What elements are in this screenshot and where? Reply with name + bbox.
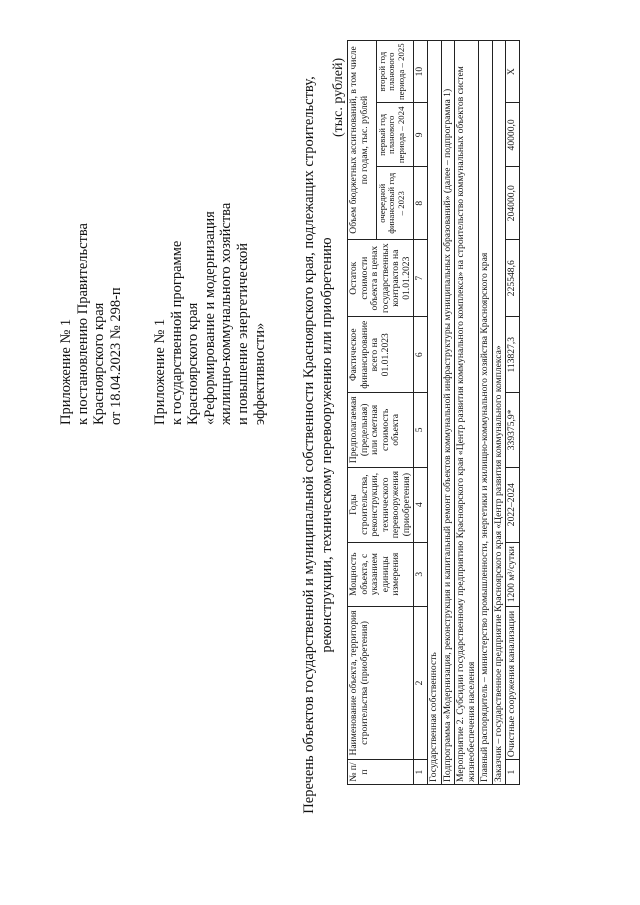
section-ownership: Государственная собственность	[428, 41, 442, 785]
section-row	[479, 41, 493, 785]
section-subprogram: Подпрограмма «Модернизация, реконструкция и капитальный ремонт объектов коммунальной инфраструктуры муниципальных образований» (далее – подпрограмма 1)	[441, 41, 455, 785]
header-2023: очередной финансовый год – 2023	[376, 167, 413, 240]
column-number: 3	[414, 542, 428, 606]
appendix-line: и повышение энергетической	[234, 243, 251, 425]
header-cost: Предполагаемая (предельная) или сметная стоимость объекта	[348, 393, 414, 468]
appendix-line: Приложение № 1	[152, 318, 168, 425]
header-years: Годы строительства, реконструкции, технического перевооружения (приобретения)	[348, 467, 414, 542]
section-row	[455, 41, 479, 785]
title-line-2: реконструкции, техническому перевооружению или приобретению	[319, 237, 335, 653]
header-capacity: Мощность объекта, с указанием единицы измерения	[348, 542, 414, 606]
cell-name: Очистные сооружения канализации	[506, 606, 520, 759]
column-number-row	[414, 41, 428, 785]
header-2025: второй год планового периода – 2025	[376, 41, 413, 103]
column-number: 4	[414, 467, 428, 542]
header-name: Наименование объекта, территория строительства (приобретения)	[348, 606, 414, 759]
cell-2024: 40000,0	[506, 103, 520, 167]
document-title	[300, 45, 336, 845]
appendix-to-resolution	[58, 223, 124, 425]
column-number: 9	[414, 103, 428, 167]
column-number: 5	[414, 393, 428, 468]
column-number: 1	[414, 760, 428, 785]
column-number: 8	[414, 167, 428, 240]
cell-capacity: 1200 м³/сутки	[506, 542, 520, 606]
appendix-line: Красноярского края	[185, 302, 202, 425]
section-row	[492, 41, 506, 785]
title-line-1: Перечень объектов государственной и муниципальной собственности Красноярского края, подлежащих строительству,	[301, 76, 317, 814]
header-remainder: Остаток стоимости объекта в ценах государственных контрактов на 01.01.2023	[348, 240, 414, 317]
section-customer: Заказчик – государственное предприятие Красноярского края «Центр развития коммунального комплекса»	[492, 41, 506, 785]
appendix-line: жилищно-коммунального хозяйства	[218, 202, 235, 425]
header-budget-group: Объем бюджетных ассигнований, в том числе по годам, тыс. рублей	[348, 41, 377, 240]
cell-remainder: 225548,6	[506, 240, 520, 317]
appendix-line: от 18.04.2023 № 298-п	[107, 287, 124, 425]
objects-table	[347, 40, 520, 785]
table-row	[506, 41, 520, 785]
section-measure: Мероприятие 2. Субсидии государственному предприятию Красноярского края «Центр развития коммунального комплекса» на строительство коммунальных объектов систем жизнеобеспечения населения	[455, 41, 479, 785]
cell-2025: Х	[506, 41, 520, 103]
column-number: 2	[414, 606, 428, 759]
header-num: № п/п	[348, 760, 414, 785]
appendix-to-program	[152, 203, 268, 425]
cell-num: 1	[506, 760, 520, 785]
appendix-line: к постановлению Правительства	[74, 223, 91, 425]
appendix-line: Приложение № 1	[58, 318, 74, 425]
section-row	[428, 41, 442, 785]
section-row	[441, 41, 455, 785]
header-actual: Фактическое финансирование всего на 01.01.2023	[348, 317, 414, 393]
appendix-line: эффективности»	[251, 322, 268, 425]
column-number: 6	[414, 317, 428, 393]
cell-2023: 204000,0	[506, 167, 520, 240]
cell-actual: 113827,3	[506, 317, 520, 393]
column-number: 7	[414, 240, 428, 317]
appendix-line: Красноярского края	[91, 302, 108, 425]
cell-years: 2022–2024	[506, 467, 520, 542]
appendix-line: к государственной программе	[168, 240, 185, 425]
column-number: 10	[414, 41, 428, 103]
cell-cost: 339375,9*	[506, 393, 520, 468]
header-2024: первый год планового периода – 2024	[376, 103, 413, 167]
header-row	[348, 41, 377, 785]
section-administrator: Главный распорядитель – министерство промышленности, энергетики и жилищно-коммунального хозяйства Красноярского края	[479, 41, 493, 785]
appendix-line: «Реформирование и модернизация	[201, 211, 218, 425]
units-label: (тыс. рублей)	[331, 57, 346, 137]
